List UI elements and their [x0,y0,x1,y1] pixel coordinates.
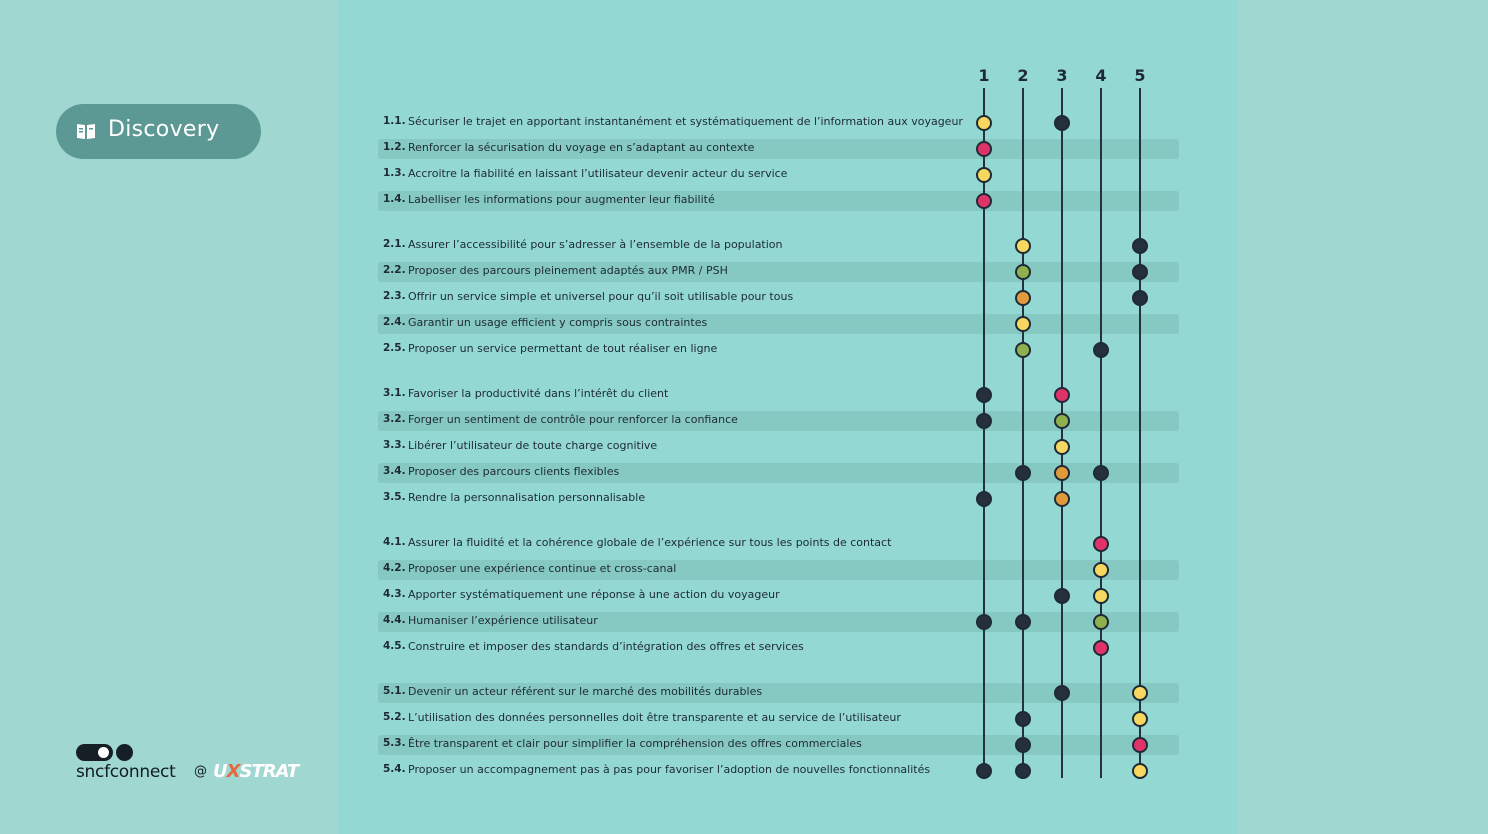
column-line-4 [1100,88,1102,778]
principle-text: L’utilisation des données personnelles doit être transparente et au service de l’utilisateur [408,711,901,724]
column-header-2: 2 [1017,66,1029,85]
principle-number: 4.5. [383,640,406,652]
principle-text: Garantir un usage efficient y compris sous contraintes [408,316,708,329]
principle-row [378,340,1179,360]
book-icon [76,122,96,140]
dot-yellow-col2 [1015,238,1031,254]
principle-number: 2.5. [383,342,406,354]
principle-number: 1.3. [383,167,406,179]
principle-number: 1.4. [383,193,406,205]
dot-dark-col5 [1132,290,1148,306]
dot-orange-col3 [1054,465,1070,481]
principle-number: 2.4. [383,316,406,328]
principle-row [378,262,1179,282]
principle-row [378,314,1179,334]
column-header-3: 3 [1056,66,1068,85]
principle-number: 2.2. [383,264,406,276]
principle-text: Labelliser les informations pour augmenter leur fiabilité [408,193,715,206]
principle-number: 5.1. [383,685,406,697]
principle-row [378,735,1179,755]
principle-text: Accroitre la fiabilité en laissant l’utilisateur devenir acteur du service [408,167,788,180]
logo-dot-icon [116,744,133,761]
dot-dark-col2 [1015,465,1031,481]
principle-text: Apporter systématiquement une réponse à une action du voyageur [408,588,780,601]
dot-dark-col1 [976,413,992,429]
dot-yellow-col1 [976,167,992,183]
principle-text: Proposer un accompagnement pas à pas pour favoriser l’adoption de nouvelles fonctionnalités [408,763,931,776]
dot-dark-col1 [976,614,992,630]
principle-row [378,709,1179,729]
dot-dark-col2 [1015,763,1031,779]
dot-yellow-col2 [1015,316,1031,332]
principle-number: 1.2. [383,141,406,153]
dot-dark-col1 [976,763,992,779]
dot-dark-col4 [1093,465,1109,481]
dot-dark-col2 [1015,711,1031,727]
dot-dark-col2 [1015,737,1031,753]
dot-yellow-col4 [1093,562,1109,578]
principle-text: Assurer la fluidité et la cohérence globale de l’expérience sur tous les points de contact [408,536,892,549]
column-header-5: 5 [1134,66,1146,85]
principle-text: Offrir un service simple et universel pour qu’il soit utilisable pour tous [408,290,794,303]
principle-text: Libérer l’utilisateur de toute charge cognitive [408,439,658,452]
dot-yellow-col1 [976,115,992,131]
column-line-2 [1022,88,1024,773]
principle-number: 3.4. [383,465,406,477]
principle-number: 3.2. [383,413,406,425]
dot-yellow-col3 [1054,439,1070,455]
toggle-logo-icon [76,744,113,761]
principle-row [378,638,1179,658]
dot-dark-col5 [1132,264,1148,280]
dot-dark-col3 [1054,588,1070,604]
principle-row [378,236,1179,256]
principle-text: Être transparent et clair pour simplifier la compréhension des offres commerciales [408,737,862,750]
principle-text: Favoriser la productivité dans l’intérêt du client [408,387,669,400]
dot-yellow-col5 [1132,685,1148,701]
principle-row [378,288,1179,308]
principle-number: 4.1. [383,536,406,548]
dot-pink-col1 [976,141,992,157]
dot-green-col4 [1093,614,1109,630]
discovery-label: Discovery [108,117,220,142]
principle-number: 3.1. [383,387,406,399]
discovery-badge [56,104,261,159]
principle-text: Sécuriser le trajet en apportant instantanément et systématiquement de l’information aux voyageur [408,115,963,128]
column-header-4: 4 [1095,66,1107,85]
principle-text: Proposer une expérience continue et cross-canal [408,562,677,575]
dot-pink-col4 [1093,640,1109,656]
principle-row [378,191,1179,211]
principle-number: 4.3. [383,588,406,600]
principle-text: Construire et imposer des standards d’intégration des offres et services [408,640,804,653]
principle-number: 2.1. [383,238,406,250]
column-line-5 [1139,88,1141,773]
dot-dark-col3 [1054,115,1070,131]
uxstrat-logo: UXSTRAT [213,761,299,782]
principle-text: Renforcer la sécurisation du voyage en s’adaptant au contexte [408,141,755,154]
dot-orange-col3 [1054,491,1070,507]
dot-green-col3 [1054,413,1070,429]
principle-number: 2.3. [383,290,406,302]
dot-orange-col2 [1015,290,1031,306]
principle-text: Devenir un acteur référent sur le marché des mobilités durables [408,685,763,698]
principle-number: 5.4. [383,763,406,775]
dot-green-col2 [1015,342,1031,358]
principle-number: 1.1. [383,115,406,127]
principle-text: Proposer des parcours pleinement adaptés aux PMR / PSH [408,264,728,277]
principle-text: Proposer des parcours clients flexibles [408,465,620,478]
dot-green-col2 [1015,264,1031,280]
dot-pink-col4 [1093,536,1109,552]
principle-number: 4.2. [383,562,406,574]
principle-number: 3.5. [383,491,406,503]
principle-row [378,560,1179,580]
dot-pink-col1 [976,193,992,209]
principle-row [378,534,1179,554]
dot-dark-col5 [1132,238,1148,254]
principle-row [378,612,1179,632]
principle-text: Proposer un service permettant de tout réaliser en ligne [408,342,718,355]
principle-number: 3.3. [383,439,406,451]
principle-row [378,761,1179,781]
at-sign: @ [194,764,207,779]
column-line-1 [983,88,985,773]
principle-text: Rendre la personnalisation personnalisable [408,491,646,504]
dot-dark-col1 [976,387,992,403]
dot-dark-col2 [1015,614,1031,630]
column-header-1: 1 [978,66,990,85]
principle-number: 4.4. [383,614,406,626]
principle-row [378,165,1179,185]
dot-yellow-col5 [1132,711,1148,727]
dot-yellow-col4 [1093,588,1109,604]
principle-number: 5.2. [383,711,406,723]
principle-row [378,139,1179,159]
sncf-connect-logo: sncfconnect [76,762,176,782]
principle-number: 5.3. [383,737,406,749]
dot-pink-col3 [1054,387,1070,403]
dot-yellow-col5 [1132,763,1148,779]
dot-dark-col4 [1093,342,1109,358]
dot-dark-col1 [976,491,992,507]
column-line-3 [1061,88,1063,778]
principle-text: Humaniser l’expérience utilisateur [408,614,598,627]
dot-dark-col3 [1054,685,1070,701]
principle-text: Assurer l’accessibilité pour s’adresser à l’ensemble de la population [408,238,783,251]
dot-pink-col5 [1132,737,1148,753]
principle-text: Forger un sentiment de contrôle pour renforcer la confiance [408,413,738,426]
